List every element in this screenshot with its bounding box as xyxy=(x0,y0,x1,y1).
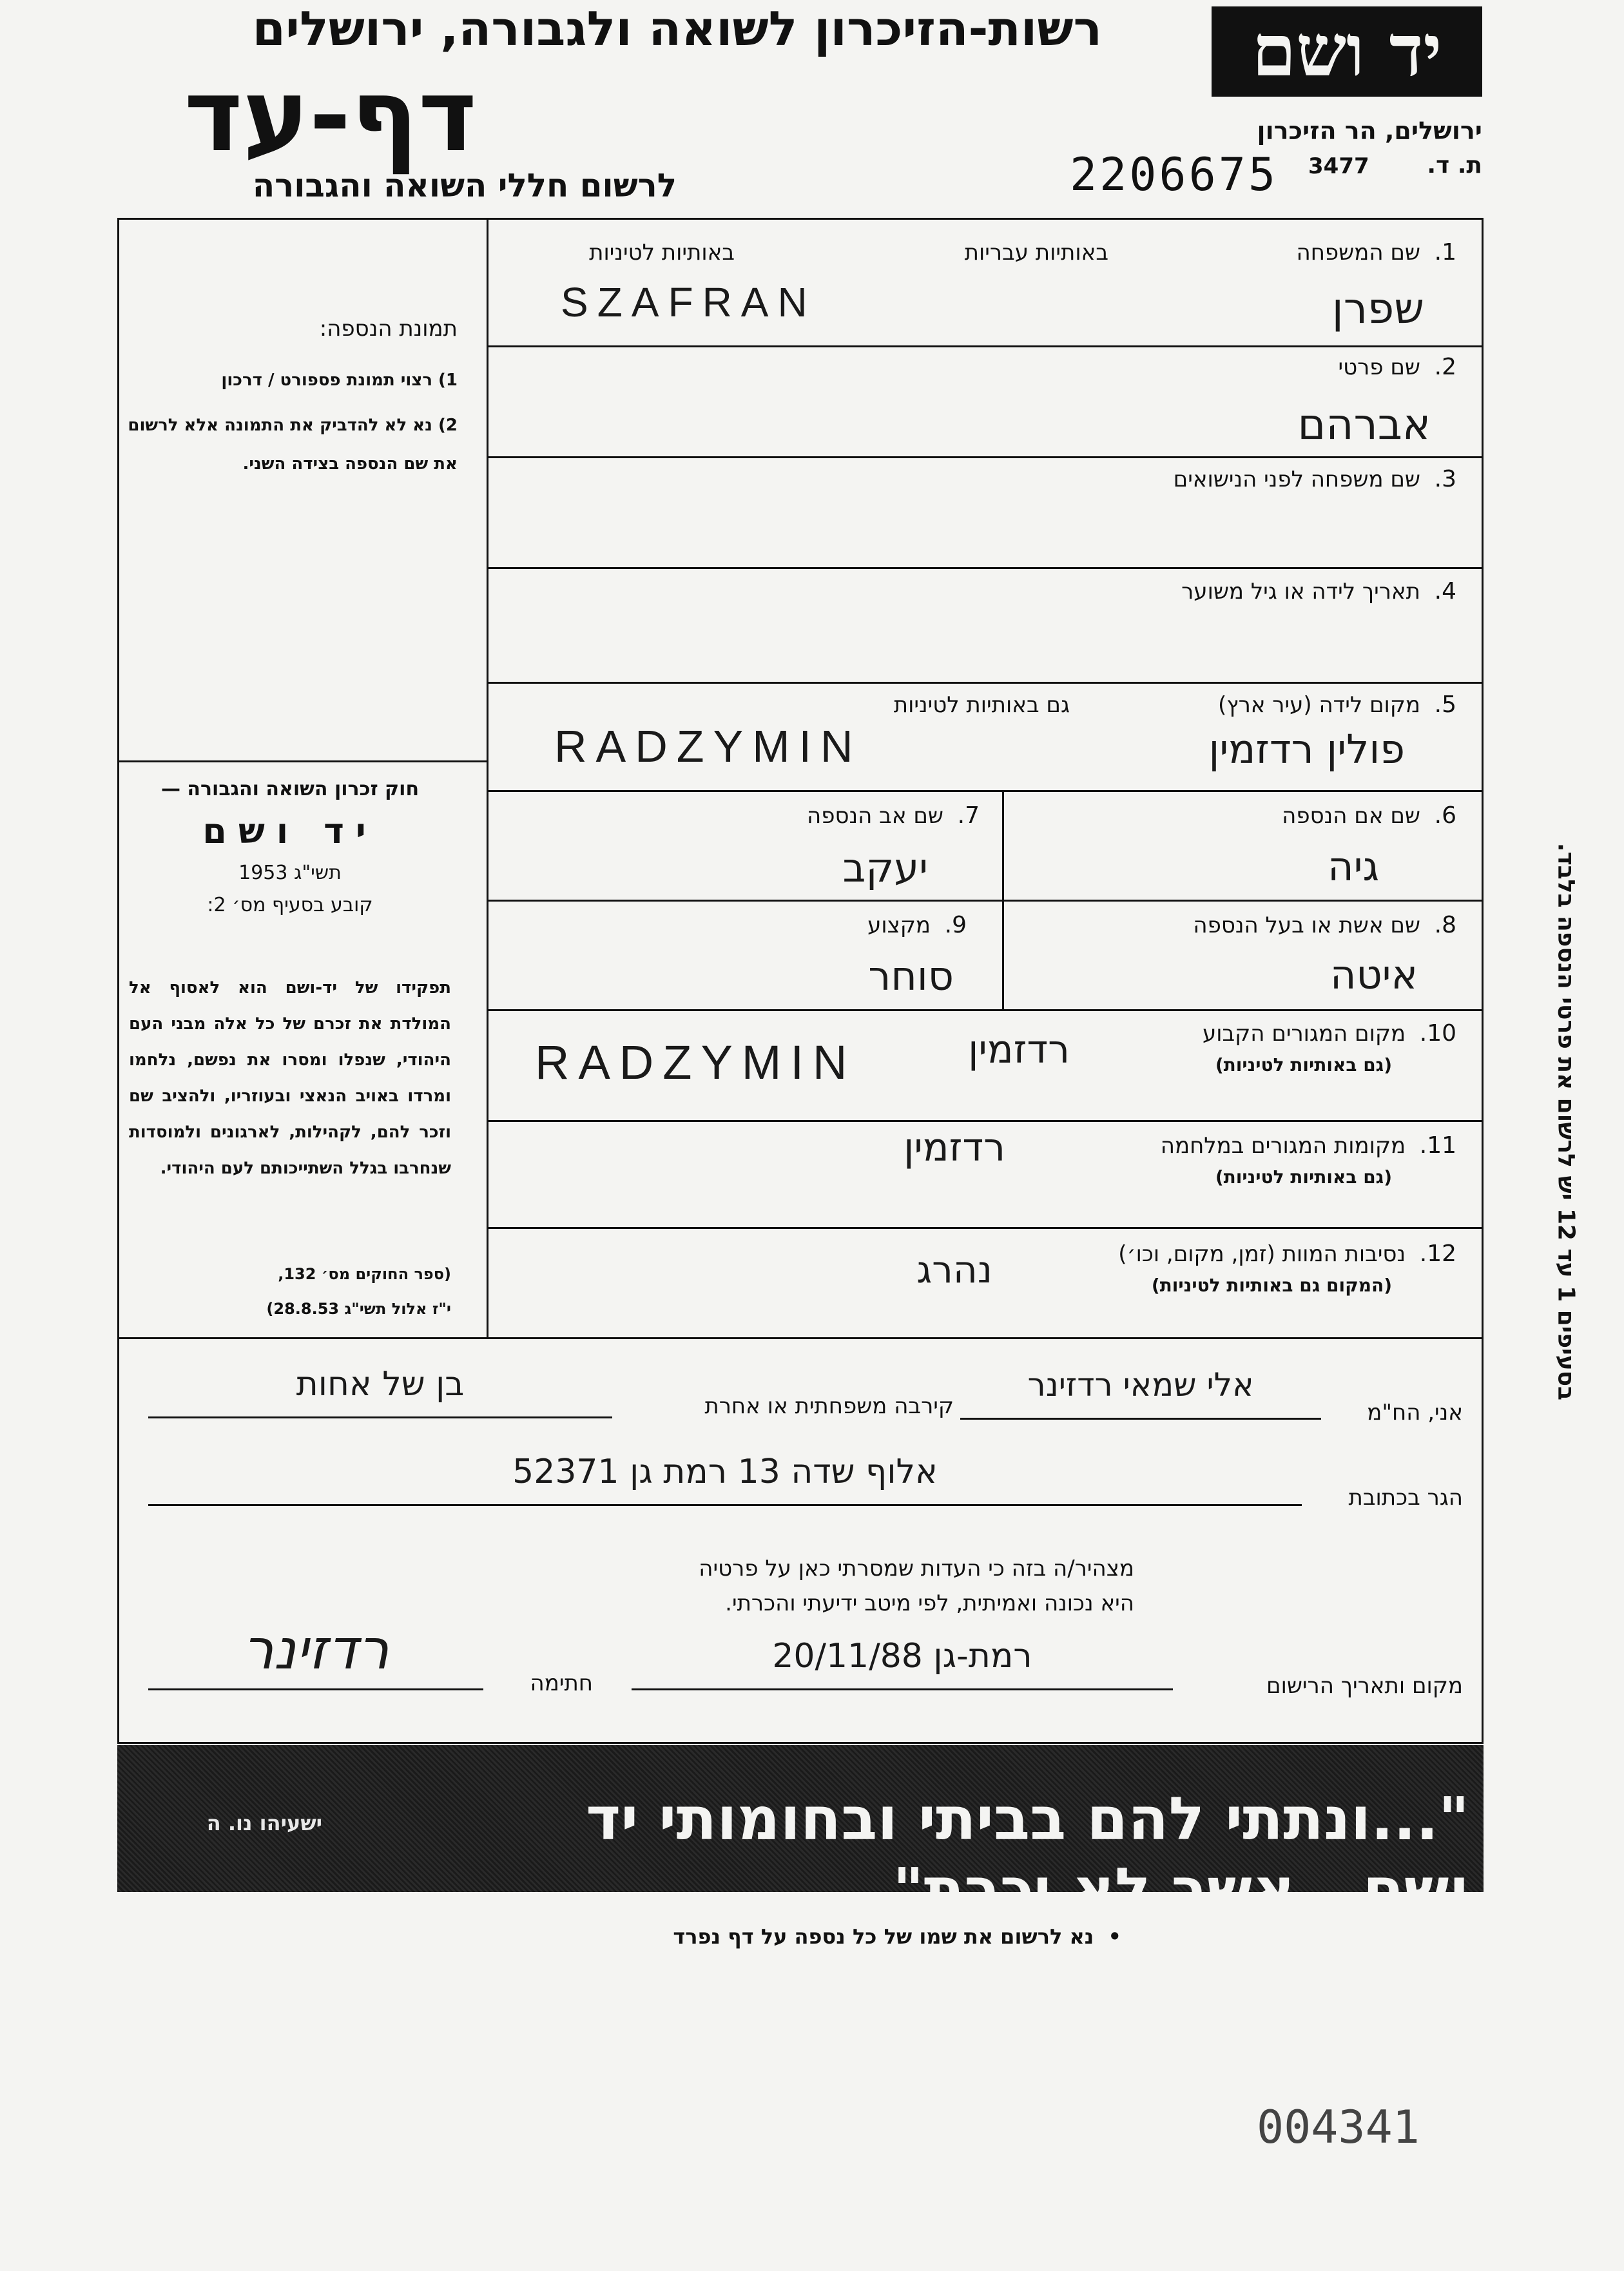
field-6-value: גיה xyxy=(1328,843,1379,890)
label-text: שם משפחה לפני הנישואים xyxy=(1173,467,1421,492)
field-number: 9. xyxy=(944,912,967,938)
page-title: דף-עד xyxy=(184,57,477,174)
field-2-label xyxy=(1096,353,1456,382)
field-number: 1. xyxy=(1434,239,1456,266)
law-source-1: (ספר החוקים מס׳ 132, xyxy=(278,1265,451,1283)
field-number: 6. xyxy=(1434,802,1456,829)
field-1-label xyxy=(1096,238,1456,267)
banner-source: ישעיהו נו. ה xyxy=(206,1811,322,1835)
field-1-hebrew-label: באותיות עבריות xyxy=(964,240,1108,266)
field-number: 7. xyxy=(957,802,980,829)
label-text: מקצוע xyxy=(867,913,931,938)
field-number: 10. xyxy=(1419,1020,1456,1047)
declarant-value: אלי שמאי רדזינר xyxy=(960,1366,1321,1420)
field-6-label xyxy=(1070,802,1456,830)
side-note-text: בסעיפים 1 עד 12 יש לרשום את פרטי הנספה בלבד. xyxy=(1552,842,1580,1401)
field-8-value: איטה xyxy=(1329,951,1418,998)
relation-label: קירבה משפחתית או אחרת xyxy=(704,1393,954,1419)
po-box-label: ת. ד. xyxy=(1427,152,1482,179)
law-title: חוק זכרון השואה והגבורה — xyxy=(160,778,420,800)
panel-divider xyxy=(487,218,488,1339)
field-1-value-hebrew: שפרן xyxy=(1331,284,1424,333)
field-number: 12. xyxy=(1419,1241,1456,1267)
label-text: שם אשת או בעל הנספה xyxy=(1193,913,1421,938)
label-text: מקום לידה (עיר ארץ) xyxy=(1217,692,1421,718)
field-5-value-latin: RADZYMIN xyxy=(554,721,862,771)
row-line xyxy=(487,567,1484,569)
row-line xyxy=(487,1120,1484,1122)
field-1-latin-label: באותיות לטיניות xyxy=(589,240,735,266)
photo-title: תמונת הנספה: xyxy=(319,316,458,342)
authority-name: רשות-הזיכרון לשואה ולגבורה, ירושלים xyxy=(252,1,1102,57)
page-subtitle: לרשום חללי השואה והגבורה xyxy=(252,167,677,204)
row-line xyxy=(487,1227,1484,1229)
label-text: שם פרטי xyxy=(1338,354,1421,380)
photo-note-1: 1) רצוי תמונת פספורט / דרכון xyxy=(221,371,458,390)
field-10-label xyxy=(1044,1020,1456,1048)
po-box-number: 3477 xyxy=(1308,153,1369,179)
field-number: 2. xyxy=(1434,354,1456,380)
row-line xyxy=(487,682,1484,684)
yad-vashem-logo: יד ושם xyxy=(1252,9,1442,92)
label-text: שם אם הנספה xyxy=(1282,803,1421,829)
row-line xyxy=(487,1009,1484,1011)
law-header xyxy=(122,773,458,922)
field-9-label xyxy=(748,911,967,940)
label-text: מקומות המגורים במלחמה xyxy=(1160,1133,1406,1159)
field-12-value: נהרג xyxy=(916,1248,992,1291)
law-year: תשי"ג 1953 xyxy=(238,862,342,884)
field-number: 5. xyxy=(1434,691,1456,718)
field-number: 4. xyxy=(1434,578,1456,604)
photo-note-2: 2) נא לא להדביק את התמונה אלא לרשום את שם הנספה בצידה השני. xyxy=(128,416,458,474)
label-text: נסיבות המוות (זמן, מקום, וכו׳) xyxy=(1118,1241,1406,1267)
statement-line-2: היא נכונה ואמיתית, לפי מיטב ידיעתי והכרתי. xyxy=(725,1590,1134,1616)
law-clause: קובע בסעיף מס׳ 2: xyxy=(207,894,373,916)
footnote xyxy=(541,1924,1121,1949)
field-4-label xyxy=(902,577,1456,606)
field-7-label xyxy=(709,802,980,830)
row-line xyxy=(487,345,1484,347)
relation-value: בן של אחות xyxy=(148,1365,612,1418)
field-10-value-hebrew: רדזמין xyxy=(968,1027,1070,1072)
label-text: שם המשפחה xyxy=(1296,240,1421,266)
serial-number: 2206675 xyxy=(1070,148,1279,201)
field-10-value-latin: RADZYMIN xyxy=(535,1036,856,1089)
left-panel-divider xyxy=(117,760,488,762)
column-line xyxy=(1002,790,1004,1009)
field-number: 3. xyxy=(1434,466,1456,492)
address-value: אלוף שדה 13 רמת גן 52371 xyxy=(148,1453,1302,1506)
label-text: מקום המגורים הקבוע xyxy=(1202,1021,1406,1047)
footnote-text: נא לרשום את שמו של כל נספה על דף נפרד xyxy=(673,1924,1094,1949)
banner-quote: "...ונתתי להם בביתי ובחומותי יד ושם...אשר לא יכרת" xyxy=(586,1784,1469,1924)
row-line xyxy=(487,790,1484,792)
field-3-label xyxy=(902,465,1456,494)
statement-line-1: מצהיר/ה בזה כי העדות שמסרתי כאן על פרטיה xyxy=(699,1556,1134,1581)
label-text: תאריך לידה או גיל משוער xyxy=(1181,579,1421,604)
field-9-value: סוחר xyxy=(868,952,954,1000)
field-5-value-hebrew: פולין רדזמין xyxy=(1208,726,1405,773)
field-number: 11. xyxy=(1419,1132,1456,1159)
field-11-sub: (גם באותיות לטיניות) xyxy=(1215,1166,1392,1188)
row-line xyxy=(487,900,1484,902)
law-text: תפקידו של יד-ושם הוא לאסוף אל המולדת את זכרם של כל אלה מבני העם היהודי, שנפלו ומסרו את נפשם, נלחמו ומרדו באויב הנאצי ובעוזריו, ולהציב שם וזכר להם, לקהילות, לארגונים ולמוסדות שנחרבו בגלל השתייכותם לעם היהודי. xyxy=(129,978,451,1178)
archive-number: 004341 xyxy=(1257,2101,1420,2154)
address: ירושלים, הר הזיכרון xyxy=(1257,117,1482,145)
field-5-label xyxy=(1070,691,1456,719)
field-11-value: רדזמין xyxy=(904,1125,1005,1170)
row-line xyxy=(487,456,1484,458)
label-text: שם אב הנספה xyxy=(807,803,944,829)
field-11-label xyxy=(1044,1132,1456,1160)
field-12-sub: (המקום גם באותיות לטיניות) xyxy=(1151,1275,1392,1296)
signature-label: חתימה xyxy=(530,1670,593,1696)
law-source-2: י"ז אלול תשי"ג 28.8.53) xyxy=(266,1300,451,1318)
field-12-label xyxy=(980,1240,1456,1268)
bullet-icon: • xyxy=(1094,1924,1121,1949)
place-date-value: רמת-גן 20/11/88 xyxy=(632,1637,1173,1690)
field-10-sub: (גם באותיות לטיניות) xyxy=(1215,1054,1392,1076)
side-note xyxy=(1508,580,1611,1676)
declarant-label: אני, הח"מ xyxy=(1367,1400,1463,1425)
law-org: יד ושם xyxy=(202,811,378,851)
address-label: הגר בכתובת xyxy=(1348,1485,1463,1511)
law-source xyxy=(129,1257,451,1326)
field-2-value: אברהם xyxy=(1297,400,1431,449)
place-date-label: מקום ותאריך הרישום xyxy=(1266,1673,1463,1699)
field-7-value: יעקב xyxy=(842,844,928,891)
field-1-value-latin: SZAFRAN xyxy=(561,279,817,325)
field-5-latin-label: גם באותיות לטיניות xyxy=(893,692,1070,718)
signature-value: רדזינר xyxy=(148,1618,483,1690)
field-number: 8. xyxy=(1434,912,1456,938)
field-8-label xyxy=(1018,911,1456,940)
